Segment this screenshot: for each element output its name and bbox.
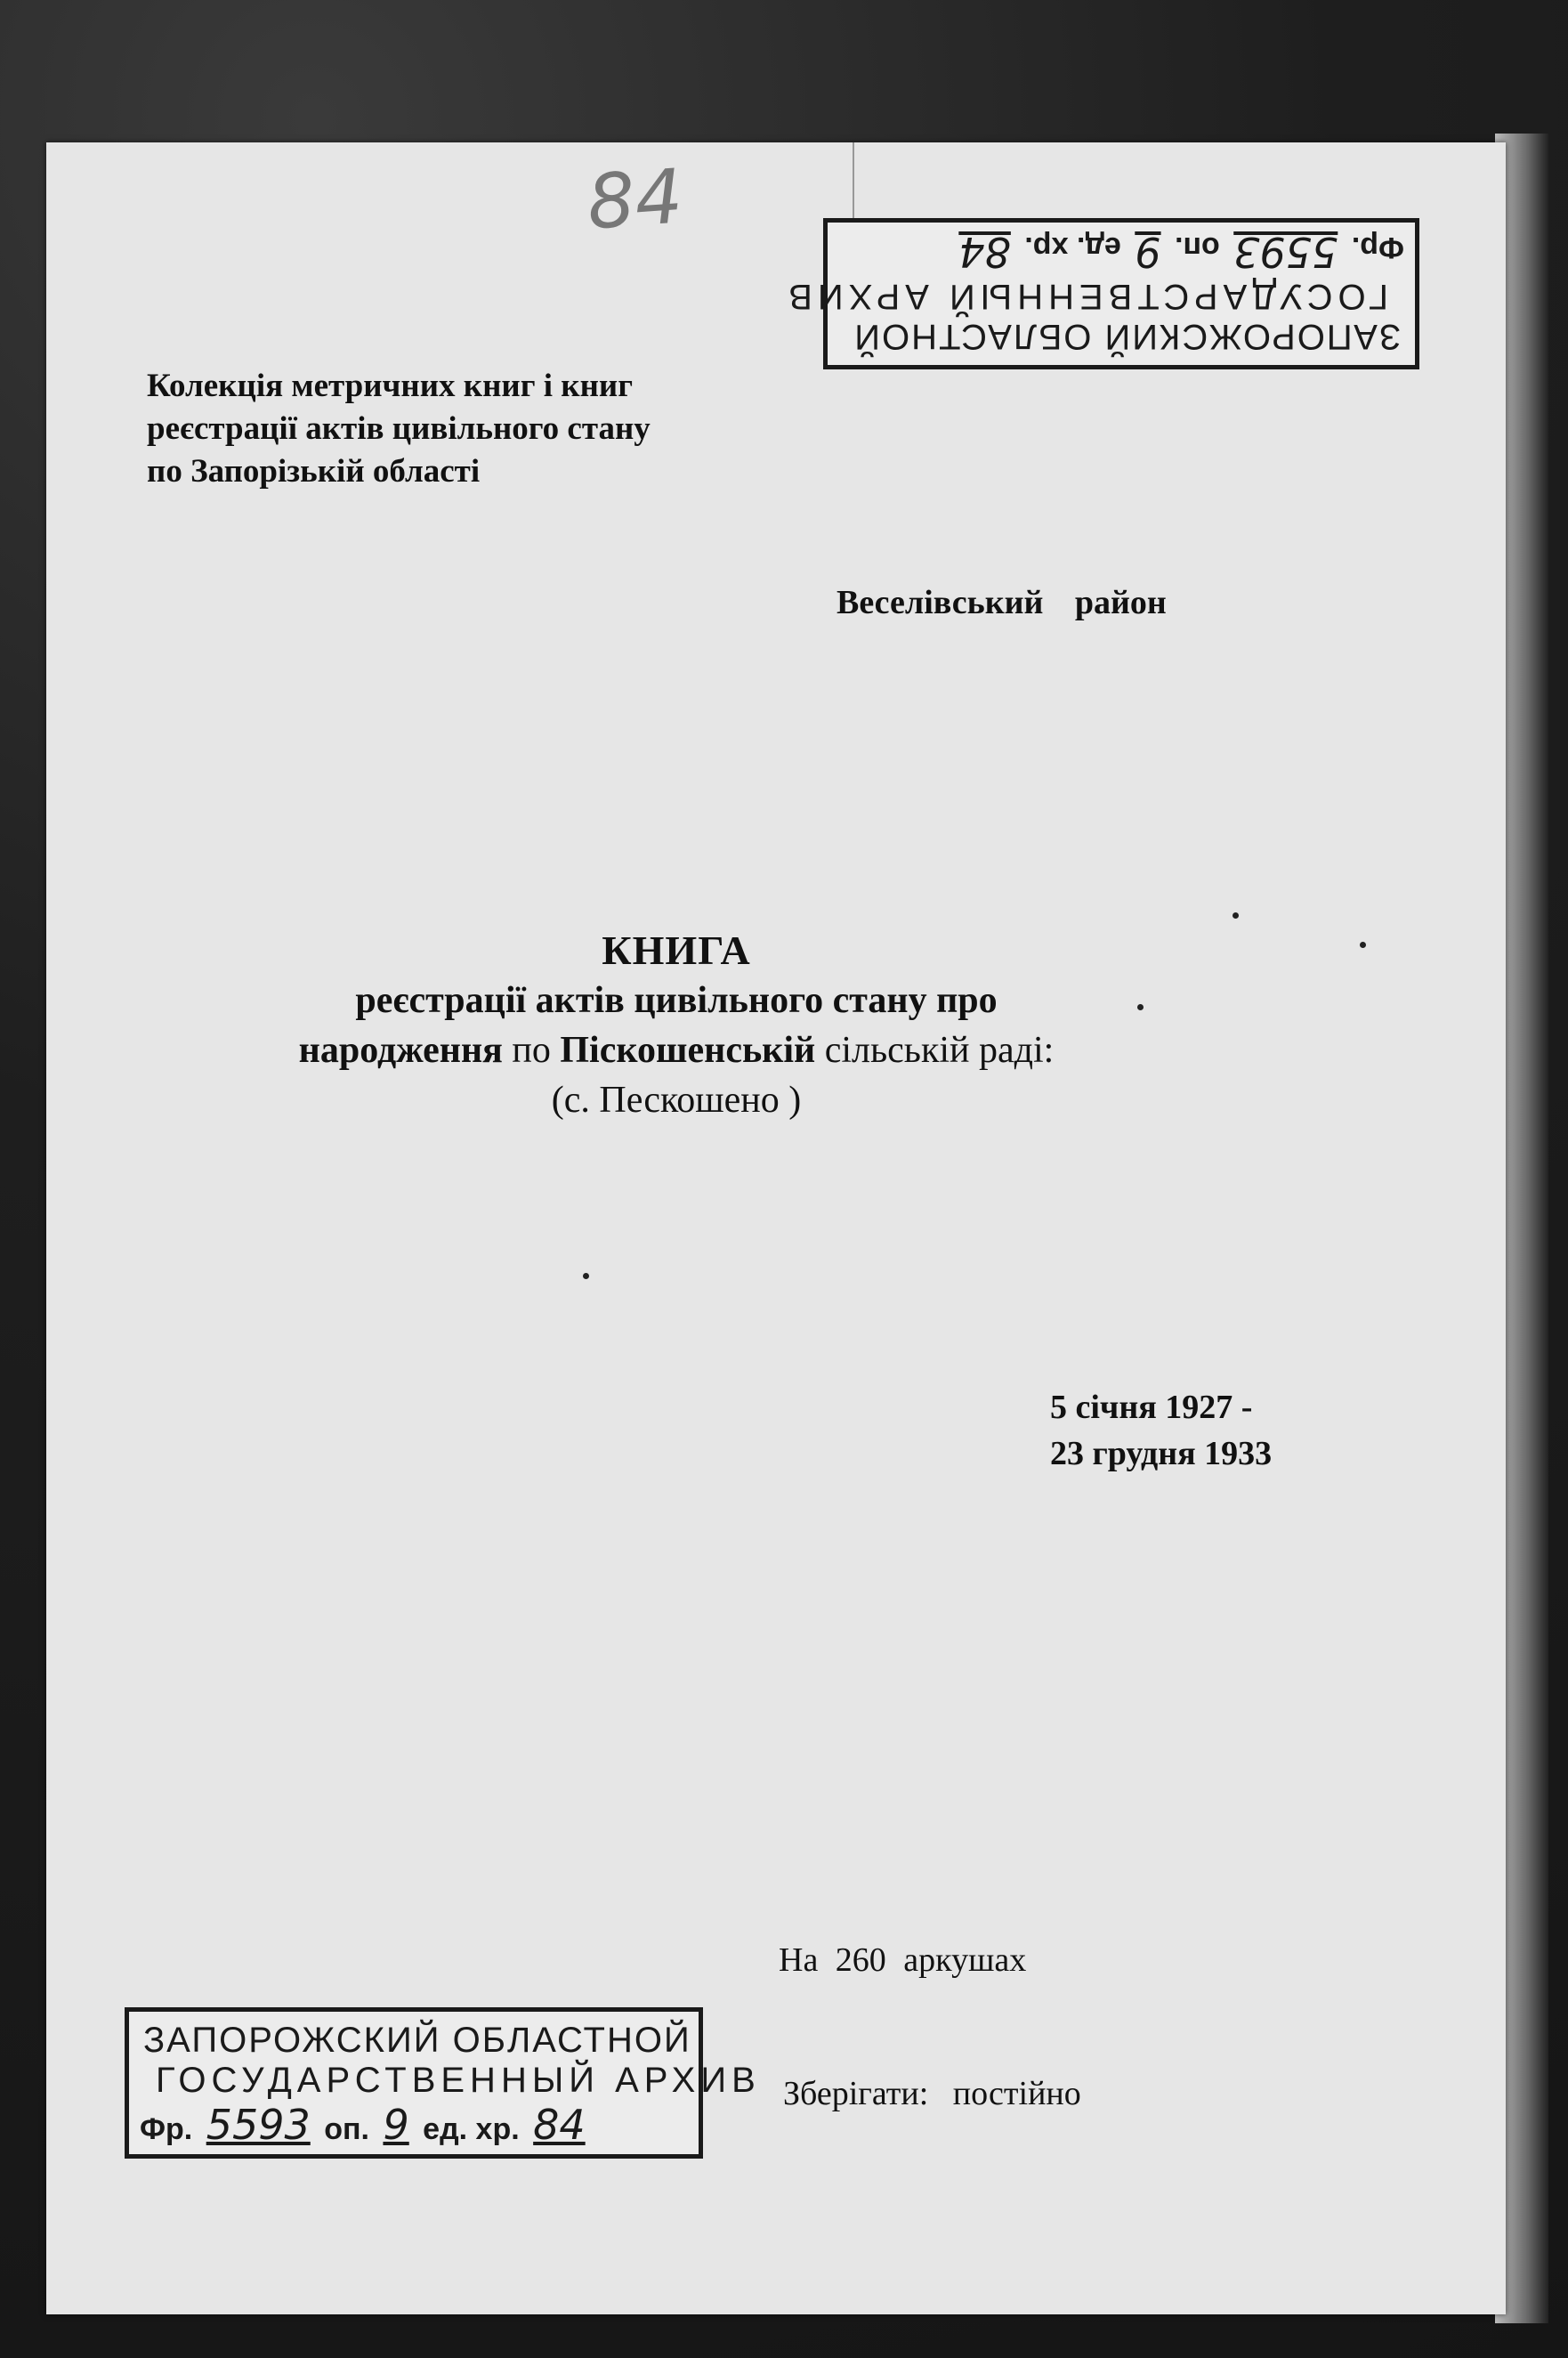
collection-line: Колекція метричних книг і книг	[147, 368, 634, 404]
stamp-line2: ГОСУДАРСТВЕННЫЙ АРХИВ	[156, 2061, 761, 2100]
stamp-line3	[828, 228, 1415, 276]
stamp-fond-label: Фр.	[140, 2112, 193, 2146]
stamp-line1: ЗАПОРОЖСКИЙ ОБЛАСТНОЙ	[853, 317, 1401, 356]
stamp-line3	[129, 2101, 699, 2149]
stamp-fond-value: 5593	[206, 2101, 311, 2149]
book-title	[133, 926, 1219, 1125]
sheet-count: На 260 аркушах	[779, 1941, 1027, 1979]
stamp-line1: ЗАПОРОЖСКИЙ ОБЛАСТНОЙ	[143, 2021, 691, 2060]
stamp-item-value: 84	[533, 2101, 586, 2149]
handwritten-sheet-number: 84	[584, 152, 686, 247]
retention-note: Зберігати: постійно	[783, 2075, 1081, 2112]
stamp-fond-value: 5593	[1233, 228, 1338, 276]
collection-line: по Запорізькій області	[147, 453, 481, 490]
date-from: 5 січня 1927 -	[1050, 1389, 1253, 1426]
stamp-item-label: ед. хр.	[1024, 231, 1121, 264]
title-po: по	[502, 1030, 561, 1071]
stamp-opis-label: оп.	[324, 2112, 369, 2146]
speck	[1360, 942, 1366, 948]
fold-line	[853, 142, 854, 223]
title-council: сільській раді:	[815, 1030, 1055, 1071]
date-range	[1050, 1384, 1272, 1477]
title-village: (с. Пескошено )	[551, 1080, 802, 1121]
collection-heading	[147, 365, 796, 493]
date-to: 23 грудня 1933	[1050, 1435, 1273, 1472]
archive-stamp-top	[783, 218, 1419, 369]
title-birth: народження	[298, 1030, 503, 1071]
stamp-item-value: 84	[958, 228, 1011, 276]
collection-line: реєстрації актів цивільного стану	[147, 410, 651, 447]
district-label: Веселівський район	[837, 584, 1167, 621]
book-heading: КНИГА	[602, 928, 751, 973]
speck	[1137, 1004, 1144, 1010]
title-council-name: Піскошенській	[560, 1030, 816, 1071]
title-line1: реєстрації актів цивільного стану про	[355, 980, 998, 1021]
stamp-line2: ГОСУДАРСТВЕННЫЙ АРХИВ	[783, 277, 1388, 316]
speck	[1233, 912, 1239, 919]
stamp-item-label: ед. хр.	[423, 2112, 520, 2146]
stamp-opis-value: 9	[1135, 228, 1161, 276]
title-line2	[133, 1025, 1219, 1075]
stamp-opis-value: 9	[383, 2101, 409, 2149]
archive-stamp-bottom	[125, 2007, 761, 2159]
stamp-fond-label: Фр.	[1351, 231, 1404, 264]
speck	[583, 1273, 589, 1279]
stamp-opis-label: оп.	[1175, 231, 1220, 264]
